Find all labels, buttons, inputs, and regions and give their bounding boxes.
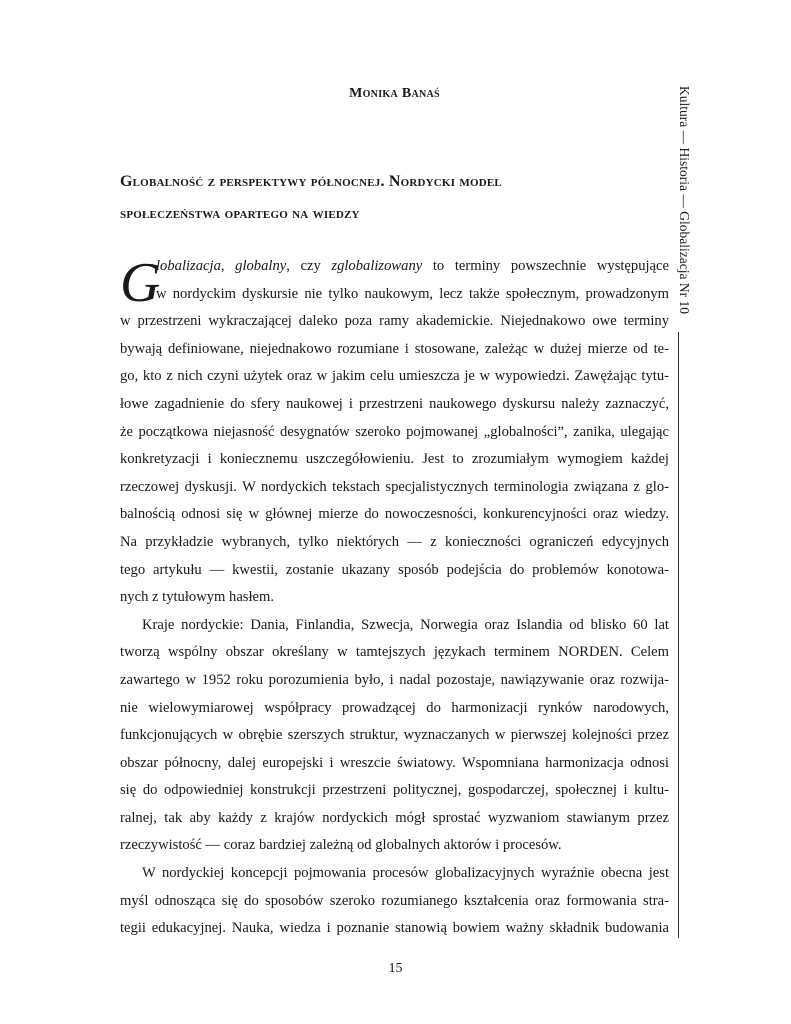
article-title-line-1: Globalność z perspektywy północnej. Nordycki model bbox=[120, 173, 502, 190]
body-line: tworzą wspólny obszar określany w tamtejszych językach terminem NORDEN. Celem bbox=[120, 644, 669, 661]
body-line: łowe zagadnienie do sfery naukowej i przestrzeni naukowego dyskursu należy zaznaczyć, bbox=[120, 395, 669, 412]
body-line: bywają definiowane, niejednakowo rozumiane i stosowane, zależąc w dużej mierze od te- bbox=[120, 340, 669, 357]
running-head: Kultura — Historia — Globalizacja Nr 10 bbox=[677, 86, 692, 314]
body-line: Na przykładzie wybranych, tylko niektórych — z konieczności ograniczeń edycyjnych bbox=[120, 533, 669, 550]
body-line: myśl odnosząca się do sposobów szeroko rozumianego kształcenia oraz formowania stra- bbox=[120, 892, 669, 909]
body-line: w nordyckim dyskursie nie tylko naukowym, lecz także społecznym, prowadzonym bbox=[156, 285, 669, 302]
drop-cap: G bbox=[120, 252, 161, 314]
author-name bbox=[120, 86, 669, 102]
article-title-line-2: społeczeństwa opartego na wiedzy bbox=[120, 205, 360, 222]
body-line: go, kto z nich czyni użytek oraz w jakim celu umieszcza je w wypowiedzi. Zawężając tytu- bbox=[120, 368, 669, 385]
body-line: tegii edukacyjnej. Nauka, wiedza i poznanie stanowią bowiem ważny składnik budowania bbox=[120, 920, 669, 937]
body-line: rzeczywistość — coraz bardziej zależną od globalnych aktorów i procesów. bbox=[120, 837, 562, 854]
body-line: W nordyckiej koncepcji pojmowania procesów globalizacyjnych wyraźnie obecna jest bbox=[142, 865, 669, 882]
author-last-name: Banaś bbox=[401, 86, 440, 101]
body-line: Kraje nordyckie: Dania, Finlandia, Szwecja, Norwegia oraz Islandia od blisko 60 lat bbox=[142, 616, 669, 633]
body-line: w przestrzeni wykraczającej daleko poza ramy akademickie. Niejednakowo owe terminy bbox=[120, 313, 669, 330]
body-line: konkretyzacji i koniecznemu uszczegółowieniu. Jest to zrozumiałym wymogiem każdej bbox=[120, 451, 669, 468]
body-line: lobalizacja, globalny, czy zglobalizowany to terminy powszechnie występujące bbox=[156, 258, 669, 274]
body-line: obszar północny, dalej europejski i wreszcie światowy. Wspomniana harmonizacja odnosi bbox=[120, 754, 669, 771]
body-line: ralnej, tak aby każdy z krajów nordyckich mógł sprostać wyzwaniom stawianym przez bbox=[120, 809, 669, 826]
author-first-name: Monika bbox=[349, 86, 398, 101]
body-line: funkcjonujących w obrębie szerszych struktur, wyznaczanych w pierwszej kolejności przez bbox=[120, 727, 669, 744]
page-number: 15 bbox=[388, 961, 403, 976]
margin-rule bbox=[678, 332, 679, 938]
body-line: balnością odnosi się w głównej mierze do nowoczesności, konkurencyjności oraz wiedzy. bbox=[120, 506, 669, 523]
body-line: nych z tytułowym hasłem. bbox=[120, 589, 275, 606]
body-line: nie wielowymiarowej współpracy prowadzącej do harmonizacji rynków narodowych, bbox=[120, 699, 669, 716]
body-line: tego artykułu — kwestii, zostanie ukazany sposób podejścia do problemów konotowa- bbox=[120, 561, 669, 578]
body-line: rzeczowej dyskusji. W nordyckich tekstach specjalistycznych terminologia związana z glo- bbox=[120, 478, 669, 495]
body-line: że początkowa niejasność desygnatów szeroko pojmowanej „globalności”, zanika, ulegając bbox=[120, 423, 669, 440]
body-line: się do odpowiedniej konstrukcji przestrzeni politycznej, gospodarczej, społecznej i kultu- bbox=[120, 782, 669, 799]
body-line: zawartego w 1952 roku porozumienia było, i nadal pozostaje, nawiązywanie oraz rozwija- bbox=[120, 671, 669, 688]
article-body bbox=[120, 253, 669, 943]
